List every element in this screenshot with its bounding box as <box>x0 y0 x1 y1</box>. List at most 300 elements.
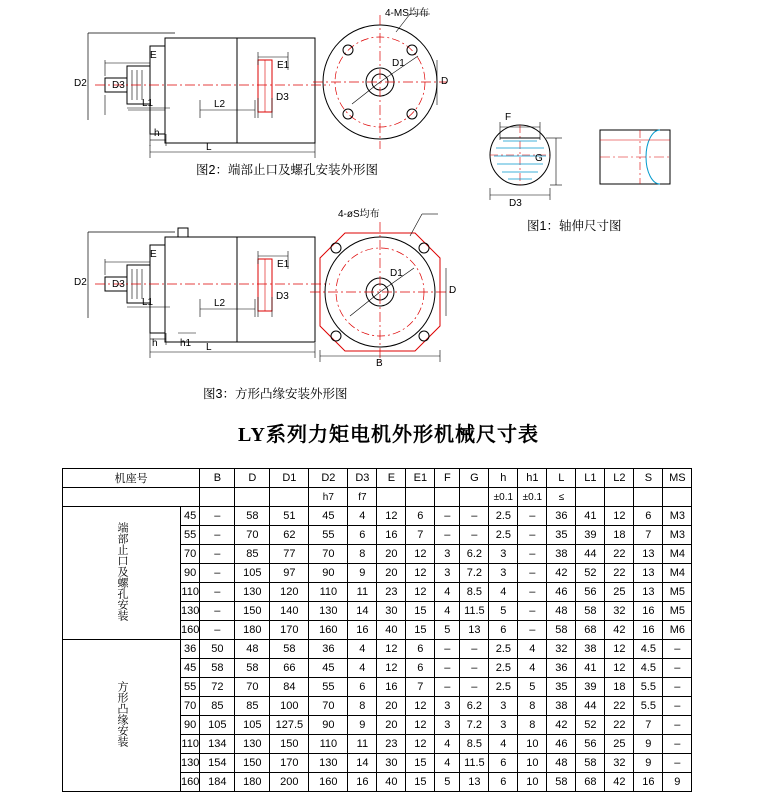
cell: 150 <box>235 602 270 621</box>
cell: – <box>518 545 547 564</box>
cell: 9 <box>634 754 663 773</box>
cell: 150 <box>235 754 270 773</box>
cell: 6 <box>348 678 377 697</box>
cell: 20 <box>377 564 406 583</box>
table-head <box>63 469 692 507</box>
cell: – <box>200 507 235 526</box>
cell: 23 <box>377 583 406 602</box>
cell: 42 <box>605 621 634 640</box>
cell: 6 <box>634 507 663 526</box>
group-label-1 <box>63 507 181 640</box>
cell: – <box>460 659 489 678</box>
cell: 42 <box>605 773 634 792</box>
cell: 4 <box>518 659 547 678</box>
fig3-caption: 图3：方形凸缘安装外形图 <box>203 387 348 401</box>
fig3-label-D1: D1 <box>390 268 403 279</box>
cell: 62 <box>270 526 309 545</box>
cell: 12 <box>406 545 435 564</box>
cell: 3 <box>435 545 460 564</box>
table-row <box>63 640 692 659</box>
cell: 154 <box>200 754 235 773</box>
cell: 140 <box>270 602 309 621</box>
cell: 56 <box>576 735 605 754</box>
cell: 58 <box>235 507 270 526</box>
cell: – <box>200 545 235 564</box>
cell: 4 <box>489 583 518 602</box>
cell: 16 <box>348 773 377 792</box>
cell: – <box>200 602 235 621</box>
cell: 52 <box>576 564 605 583</box>
cell: 12 <box>605 640 634 659</box>
cell: 9 <box>348 564 377 583</box>
cell: 10 <box>518 773 547 792</box>
cell: 40 <box>377 621 406 640</box>
cell: 4 <box>435 602 460 621</box>
cell: 22 <box>605 697 634 716</box>
cell: 90 <box>181 716 200 735</box>
cell: 11.5 <box>460 754 489 773</box>
cell: 6 <box>406 640 435 659</box>
th-h: h <box>489 469 518 488</box>
cell: 180 <box>235 773 270 792</box>
cell: – <box>518 564 547 583</box>
cell: 10 <box>518 754 547 773</box>
cell: 12 <box>377 640 406 659</box>
sub-L1 <box>576 488 605 507</box>
cell: 160 <box>181 773 200 792</box>
cell: 170 <box>270 621 309 640</box>
cell: 36 <box>547 659 576 678</box>
cell: 13 <box>460 773 489 792</box>
group-label-2-text: 方形凸缘安装 <box>116 681 128 747</box>
cell: 38 <box>576 640 605 659</box>
cell: 11 <box>348 735 377 754</box>
cell: 150 <box>270 735 309 754</box>
cell: 130 <box>235 735 270 754</box>
dimensions-table <box>62 468 692 792</box>
cell: M4 <box>663 564 692 583</box>
fig3-label-L1: L1 <box>142 297 154 308</box>
sub-B <box>200 488 235 507</box>
th-S: S <box>634 469 663 488</box>
cell: 16 <box>634 621 663 640</box>
cell: 77 <box>270 545 309 564</box>
cell: 2.5 <box>489 640 518 659</box>
cell: 4.5 <box>634 659 663 678</box>
fig2-label-h: h <box>154 128 160 139</box>
cell: 30 <box>377 602 406 621</box>
fig2-label-E1: E1 <box>277 60 290 71</box>
fig3-label-B: B <box>376 358 383 369</box>
cell: 9 <box>663 773 692 792</box>
cell: – <box>460 526 489 545</box>
fig2-label-L2: L2 <box>214 99 226 110</box>
th-F: F <box>435 469 460 488</box>
th-E: E <box>377 469 406 488</box>
th-B: B <box>200 469 235 488</box>
cell: 5 <box>489 602 518 621</box>
cell: 38 <box>547 697 576 716</box>
sub-L2 <box>605 488 634 507</box>
cell: – <box>518 526 547 545</box>
cell: M5 <box>663 583 692 602</box>
cell: – <box>200 621 235 640</box>
cell: – <box>663 735 692 754</box>
cell: – <box>663 659 692 678</box>
cell: 16 <box>634 773 663 792</box>
cell: 12 <box>377 659 406 678</box>
cell: 15 <box>406 602 435 621</box>
cell: 35 <box>547 678 576 697</box>
cell: 4 <box>348 640 377 659</box>
cell: 5 <box>435 621 460 640</box>
cell: 41 <box>576 507 605 526</box>
cell: 8.5 <box>460 735 489 754</box>
cell: 48 <box>547 754 576 773</box>
cell: 3 <box>489 545 518 564</box>
cell: 48 <box>547 602 576 621</box>
fig3-bolt-note: 4-øS均布 <box>338 209 380 220</box>
cell: 70 <box>309 697 348 716</box>
cell: 12 <box>605 507 634 526</box>
cell: 4 <box>348 507 377 526</box>
cell: 18 <box>605 678 634 697</box>
cell: 16 <box>377 678 406 697</box>
cell: M5 <box>663 602 692 621</box>
cell: 4 <box>489 735 518 754</box>
cell: 110 <box>309 735 348 754</box>
cell: 5.5 <box>634 678 663 697</box>
th-h1: h1 <box>518 469 547 488</box>
th-D1: D1 <box>270 469 309 488</box>
cell: 70 <box>235 678 270 697</box>
cell: 12 <box>406 583 435 602</box>
fig3-label-h: h <box>152 338 158 349</box>
cell: 46 <box>547 583 576 602</box>
cell: 16 <box>634 602 663 621</box>
cell: 130 <box>181 754 200 773</box>
cell: – <box>200 583 235 602</box>
cell: 6 <box>406 659 435 678</box>
cell: 58 <box>235 659 270 678</box>
cell: – <box>663 678 692 697</box>
cell: M6 <box>663 621 692 640</box>
cell: 160 <box>309 773 348 792</box>
cell: 180 <box>235 621 270 640</box>
sub-h1: ±0.1 <box>518 488 547 507</box>
cell: 44 <box>576 697 605 716</box>
cell: 72 <box>200 678 235 697</box>
fig2-label-L: L <box>206 142 212 153</box>
cell: 2.5 <box>489 507 518 526</box>
cell: 55 <box>309 678 348 697</box>
cell: 22 <box>605 564 634 583</box>
cell: – <box>460 507 489 526</box>
cell: 2.5 <box>489 678 518 697</box>
cell: 58 <box>200 659 235 678</box>
cell: 12 <box>605 659 634 678</box>
cell: 36 <box>309 640 348 659</box>
th-frame-no: 机座号 <box>63 469 200 488</box>
fig2-label-D2: D2 <box>74 78 87 89</box>
cell: 6 <box>348 526 377 545</box>
sub-D2: h7 <box>309 488 348 507</box>
cell: 35 <box>547 526 576 545</box>
cell: 20 <box>377 697 406 716</box>
cell: 3 <box>435 697 460 716</box>
cell: 97 <box>270 564 309 583</box>
cell: 3 <box>489 564 518 583</box>
cell: 84 <box>270 678 309 697</box>
cell: 12 <box>406 735 435 754</box>
cell: – <box>435 678 460 697</box>
cell: 55 <box>181 526 200 545</box>
cell: 25 <box>605 583 634 602</box>
cell: 9 <box>348 716 377 735</box>
fig2-label-D3-right: D3 <box>276 92 289 103</box>
cell: 110 <box>181 735 200 754</box>
fig2-label-D3: D3 <box>112 80 125 91</box>
cell: 8 <box>348 697 377 716</box>
cell: 14 <box>348 754 377 773</box>
cell: 32 <box>605 602 634 621</box>
cell: 38 <box>547 545 576 564</box>
sub-S <box>634 488 663 507</box>
cell: 40 <box>377 773 406 792</box>
cell: 12 <box>406 716 435 735</box>
cell: 85 <box>200 697 235 716</box>
cell: 13 <box>634 583 663 602</box>
cell: 23 <box>377 735 406 754</box>
sub-D3: f7 <box>348 488 377 507</box>
cell: 6 <box>489 754 518 773</box>
cell: 2.5 <box>489 526 518 545</box>
cell: – <box>663 640 692 659</box>
cell: 46 <box>547 735 576 754</box>
sub-MS <box>663 488 692 507</box>
cell: 58 <box>547 773 576 792</box>
cell: 6.2 <box>460 697 489 716</box>
cell: 5 <box>518 678 547 697</box>
th-D2: D2 <box>309 469 348 488</box>
cell: – <box>518 583 547 602</box>
cell: 45 <box>309 659 348 678</box>
cell: 12 <box>377 507 406 526</box>
cell: 11.5 <box>460 602 489 621</box>
cell: – <box>435 507 460 526</box>
cell: 90 <box>181 564 200 583</box>
cell: 45 <box>309 507 348 526</box>
th-L2: L2 <box>605 469 634 488</box>
cell: 160 <box>309 621 348 640</box>
cell: 30 <box>377 754 406 773</box>
fig3-label-D2: D2 <box>74 277 87 288</box>
cell: – <box>435 526 460 545</box>
th-L: L <box>547 469 576 488</box>
cell: 45 <box>181 659 200 678</box>
cell: 5.5 <box>634 697 663 716</box>
fig3-label-E1: E1 <box>277 259 290 270</box>
cell: 42 <box>547 716 576 735</box>
cell: 44 <box>576 545 605 564</box>
cell: M3 <box>663 526 692 545</box>
fig1-label-D3: D3 <box>509 198 522 209</box>
fig3-label-L: L <box>206 342 212 353</box>
cell: 5 <box>435 773 460 792</box>
fig3-label-D3: D3 <box>112 279 125 290</box>
cell: 70 <box>309 545 348 564</box>
fig2-label-D1: D1 <box>392 58 405 69</box>
cell: 58 <box>547 621 576 640</box>
cell: 20 <box>377 545 406 564</box>
cell: 4 <box>435 754 460 773</box>
sub-h: ±0.1 <box>489 488 518 507</box>
cell: 68 <box>576 773 605 792</box>
fig1-caption: 图1：轴伸尺寸图 <box>527 219 622 233</box>
cell: 42 <box>547 564 576 583</box>
cell: 12 <box>406 697 435 716</box>
cell: 4 <box>435 735 460 754</box>
cell: 4.5 <box>634 640 663 659</box>
cell: – <box>663 754 692 773</box>
cell: 130 <box>309 754 348 773</box>
cell: 120 <box>270 583 309 602</box>
fig2-bolt-note: 4-MS均布 <box>385 8 429 19</box>
sub-E <box>377 488 406 507</box>
cell: 105 <box>235 564 270 583</box>
cell: 66 <box>270 659 309 678</box>
cell: 14 <box>348 602 377 621</box>
cell: 8 <box>518 716 547 735</box>
cell: 7.2 <box>460 564 489 583</box>
cell: 22 <box>605 545 634 564</box>
cell: 39 <box>576 678 605 697</box>
cell: 85 <box>235 545 270 564</box>
cell: 7 <box>406 678 435 697</box>
cell: 36 <box>547 507 576 526</box>
cell: 13 <box>634 545 663 564</box>
table-body <box>63 507 692 792</box>
cell: 16 <box>377 526 406 545</box>
fig1-label-F: F <box>505 112 512 123</box>
cell: 70 <box>235 526 270 545</box>
cell: 70 <box>181 545 200 564</box>
group-label-1-text: 端部止口及螺孔安装 <box>116 522 128 621</box>
group-label-2 <box>63 640 181 792</box>
th-G: G <box>460 469 489 488</box>
sub-G <box>460 488 489 507</box>
cell: 3 <box>489 697 518 716</box>
cell: 4 <box>518 640 547 659</box>
sub-frame-no <box>63 488 200 507</box>
th-L1: L1 <box>576 469 605 488</box>
cell: – <box>460 640 489 659</box>
cell: 55 <box>309 526 348 545</box>
cell: – <box>460 678 489 697</box>
cell: 68 <box>576 621 605 640</box>
table-header-row <box>63 469 692 488</box>
cell: 6 <box>489 621 518 640</box>
cell: – <box>518 602 547 621</box>
cell: 85 <box>235 697 270 716</box>
cell: 55 <box>181 678 200 697</box>
cell: 7 <box>634 526 663 545</box>
cell: – <box>663 697 692 716</box>
cell: 32 <box>605 754 634 773</box>
cell: 90 <box>309 716 348 735</box>
cell: 25 <box>605 735 634 754</box>
cell: 90 <box>309 564 348 583</box>
cell: 51 <box>270 507 309 526</box>
cell: 105 <box>235 716 270 735</box>
cell: 70 <box>181 697 200 716</box>
cell: 18 <box>605 526 634 545</box>
cell: 7 <box>634 716 663 735</box>
fig2-caption: 图2：端部止口及螺孔安装外形图 <box>196 163 378 177</box>
cell: 134 <box>200 735 235 754</box>
cell: 4 <box>435 583 460 602</box>
cell: 110 <box>309 583 348 602</box>
fig1-label-G: G <box>535 153 543 164</box>
cell: 130 <box>309 602 348 621</box>
cell: – <box>435 659 460 678</box>
cell: 12 <box>406 564 435 583</box>
fig3-label-D: D <box>449 285 457 296</box>
cell: 3 <box>489 716 518 735</box>
fig3-label-E: E <box>150 249 157 260</box>
cell: 130 <box>235 583 270 602</box>
cell: 130 <box>181 602 200 621</box>
fig3-label-h1: h1 <box>180 338 192 349</box>
cell: 39 <box>576 526 605 545</box>
table-subheader-row <box>63 488 692 507</box>
cell: M3 <box>663 507 692 526</box>
cell: – <box>663 716 692 735</box>
fig2-label-L1: L1 <box>142 98 154 109</box>
cell: 58 <box>576 602 605 621</box>
cell: 41 <box>576 659 605 678</box>
cell: 56 <box>576 583 605 602</box>
cell: 3 <box>435 716 460 735</box>
cell: – <box>200 526 235 545</box>
fig2-label-E: E <box>150 50 157 61</box>
cell: 48 <box>235 640 270 659</box>
cell: 200 <box>270 773 309 792</box>
cell: – <box>200 564 235 583</box>
cell: 100 <box>270 697 309 716</box>
cell: 4 <box>348 659 377 678</box>
cell: 13 <box>460 621 489 640</box>
cell: 15 <box>406 773 435 792</box>
cell: 6 <box>406 507 435 526</box>
cell: M4 <box>663 545 692 564</box>
cell: 170 <box>270 754 309 773</box>
sub-L: ≤ <box>547 488 576 507</box>
cell: 184 <box>200 773 235 792</box>
cell: 127.5 <box>270 716 309 735</box>
cell: 22 <box>605 716 634 735</box>
sub-D <box>235 488 270 507</box>
cell: 8 <box>348 545 377 564</box>
cell: 20 <box>377 716 406 735</box>
table-row <box>63 507 692 526</box>
cell: 36 <box>181 640 200 659</box>
sub-E1 <box>406 488 435 507</box>
th-D: D <box>235 469 270 488</box>
cell: – <box>518 621 547 640</box>
cell: 8 <box>518 697 547 716</box>
cell: 105 <box>200 716 235 735</box>
